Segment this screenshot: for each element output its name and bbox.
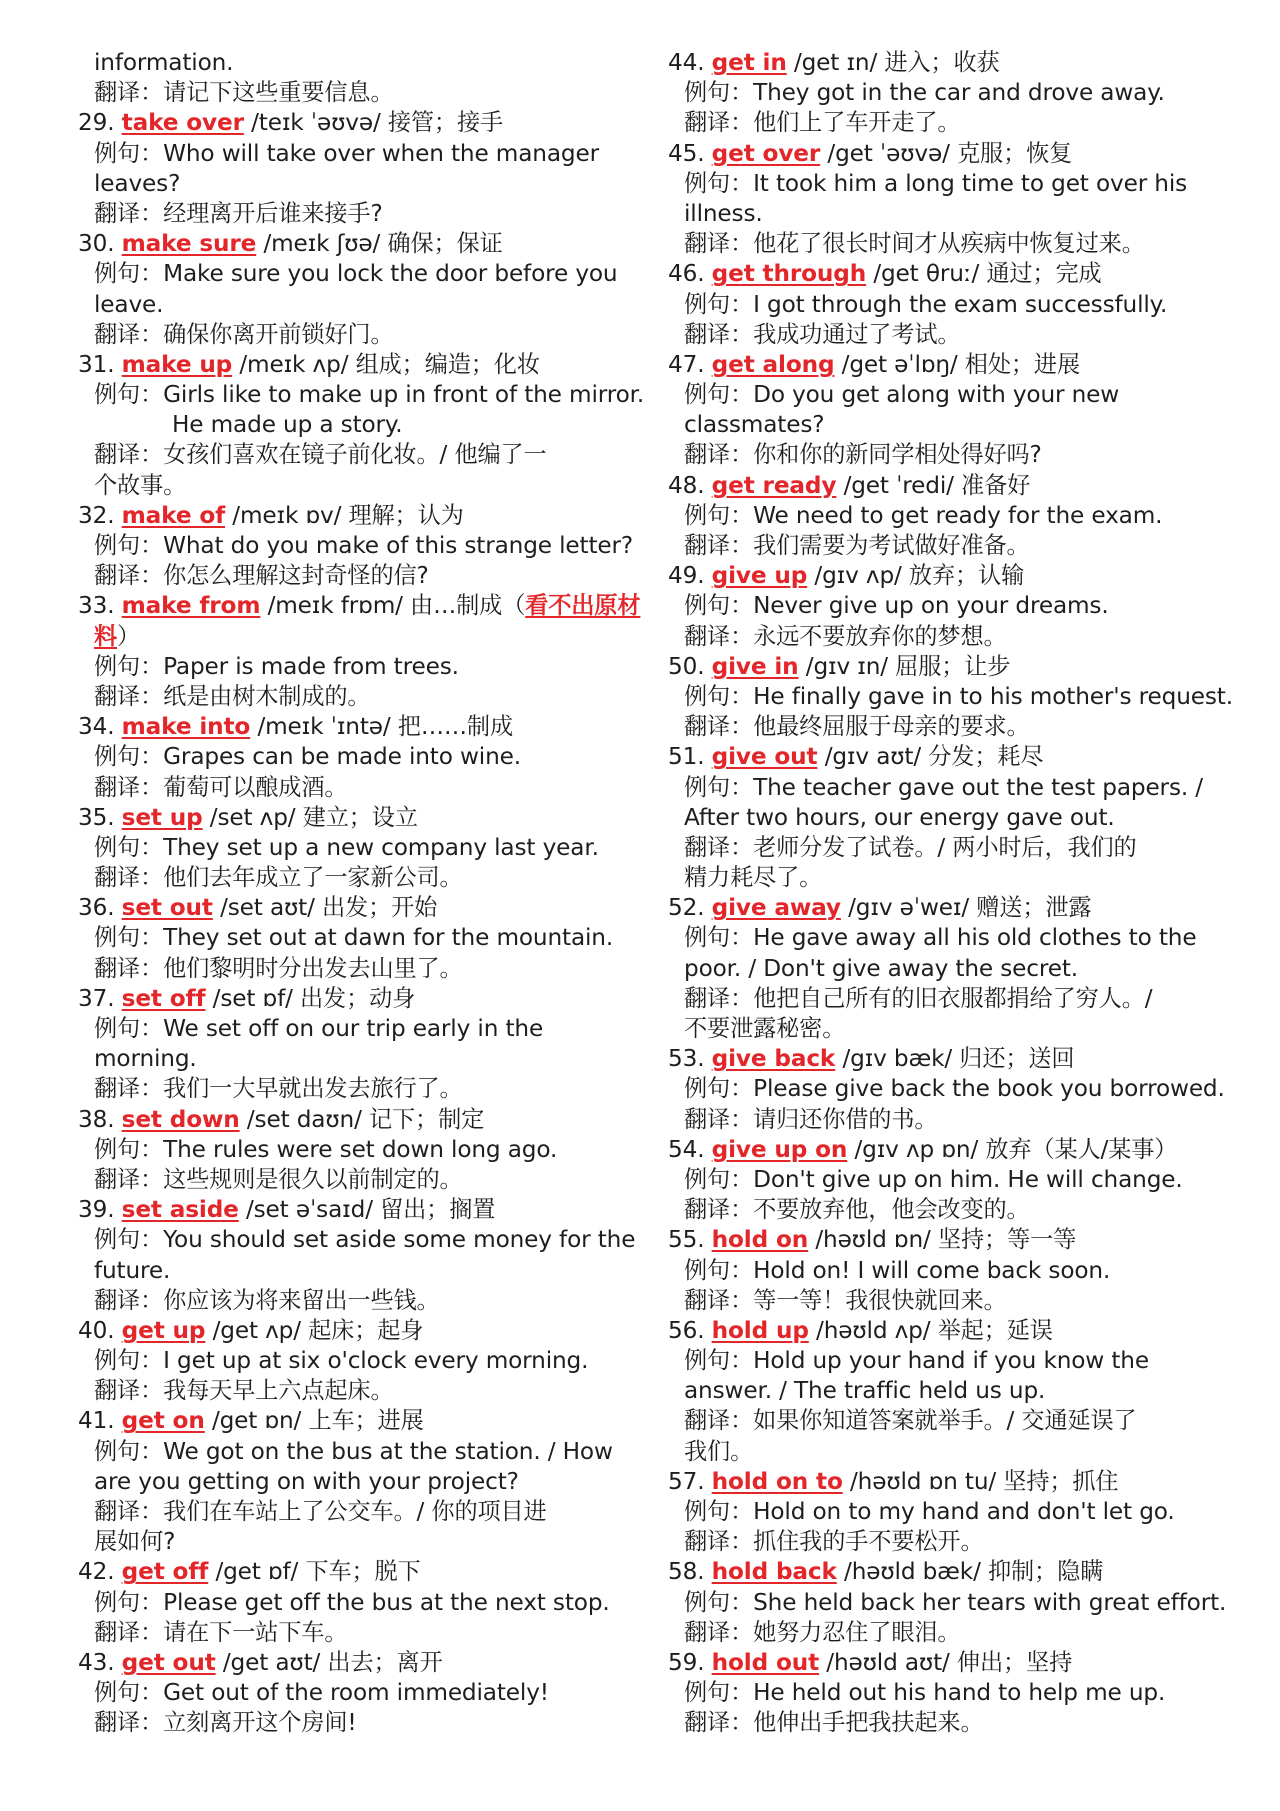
phrase-pronunciation-meaning: /meɪk frɒm/ 由…制成（ — [267, 592, 526, 620]
entry-heading — [78, 893, 638, 923]
phrase-term: set aside — [121, 1196, 239, 1224]
entry-heading — [78, 1648, 638, 1678]
text-continuation: answer. / The traffic held us up. — [684, 1377, 1046, 1405]
translation: 翻译：她努力忍住了眼泪。 — [684, 1618, 961, 1646]
entry-heading — [78, 1316, 638, 1346]
entry-number: 34. — [78, 713, 115, 741]
entry-number: 57. — [668, 1467, 705, 1495]
phrase-term: hold up — [711, 1316, 809, 1344]
phrase-pronunciation-meaning: /həʊld aʊt/ 伸出；坚持 — [826, 1648, 1073, 1676]
entry-heading — [78, 108, 638, 138]
text-continuation: leave. — [94, 290, 164, 318]
example-sentence: 例句：We set off on our trip early in the — [94, 1015, 544, 1042]
phrase-pronunciation-meaning: /meɪk ʃʊə/ 确保；保证 — [263, 230, 503, 258]
example-sentence: 例句：She held back her tears with great effort. — [684, 1588, 1227, 1616]
example-sentence: 例句：What do you make of this strange letter? — [94, 532, 634, 559]
entry-number: 40. — [78, 1316, 115, 1344]
entry-number: 43. — [78, 1648, 115, 1676]
example-sentence: 例句：Please give back the book you borrowed. — [684, 1075, 1225, 1103]
translation: 翻译：请在下一站下车。 — [94, 1618, 348, 1646]
entry-heading — [78, 591, 641, 621]
entry-number: 47. — [668, 350, 705, 378]
entry-number: 44. — [668, 49, 705, 76]
translation: 翻译：纸是由树木制成的。 — [94, 682, 371, 710]
entry-heading — [668, 1316, 1260, 1346]
phrase-term: set out — [121, 894, 213, 922]
translation: 翻译：他们黎明时分出发去山里了。 — [94, 954, 463, 982]
translation: 翻译：不要放弃他，他会改变的。 — [684, 1196, 1030, 1224]
phrase-pronunciation-meaning: /gɪv ʌp ɒn/ 放弃（某人/某事） — [854, 1135, 1178, 1163]
translation: 翻译：女孩们喜欢在镜子前化妆。/ 他编了一 — [94, 441, 547, 469]
entry-number: 32. — [78, 501, 115, 529]
entry-number: 58. — [668, 1558, 705, 1586]
text-continuation: classmates? — [684, 411, 825, 439]
translation: 翻译：他把自己所有的旧衣服都捐给了穷人。/ — [684, 984, 1153, 1012]
text-continuation: After two hours, our energy gave out. — [684, 803, 1115, 831]
translation: 翻译：等一等！我很快就回来。 — [684, 1286, 1007, 1314]
text-continuation: illness. — [684, 199, 763, 227]
example-sentence: 例句：Please get off the bus at the next stop. — [94, 1588, 610, 1616]
translation: 翻译：这些规则是很久以前制定的。 — [94, 1165, 463, 1193]
note-continuation — [78, 622, 638, 652]
translation: 翻译：你应该为将来留出一些钱。 — [94, 1286, 440, 1314]
entry-number: 38. — [78, 1105, 115, 1133]
entry-heading — [668, 259, 1260, 289]
example-sentence: 例句：Don't give up on him. He will change. — [684, 1165, 1183, 1193]
phrase-term: take over — [121, 109, 244, 137]
entry-heading — [78, 712, 638, 742]
example-sentence: 例句：You should set aside some money for the — [94, 1226, 636, 1254]
phrase-term: get up — [121, 1316, 206, 1344]
entry-number: 53. — [668, 1045, 705, 1073]
example-sentence: 例句：I got through the exam successfully. — [684, 290, 1168, 318]
phrase-term: set up — [121, 803, 203, 831]
entry-heading — [78, 1406, 638, 1436]
phrase-pronunciation-meaning: /meɪk ˈɪntə/ 把……制成 — [257, 713, 513, 741]
translation: 翻译：我们需要为考试做好准备。 — [684, 532, 1030, 559]
phrase-pronunciation-meaning: /set əˈsaɪd/ 留出；搁置 — [245, 1196, 496, 1224]
text-continuation: He made up a story. — [172, 411, 403, 439]
entry-number: 48. — [668, 471, 705, 499]
phrase-pronunciation-meaning: /gɪv ʌp/ 放弃；认输 — [814, 562, 1025, 590]
phrase-term: get through — [711, 260, 867, 288]
entry-heading — [668, 742, 1260, 772]
text-continuation: 我们。 — [684, 1437, 754, 1465]
phrase-pronunciation-meaning: /get ɒf/ 下车；脱下 — [215, 1558, 421, 1586]
entry-number: 36. — [78, 894, 115, 922]
example-sentence: 例句：Hold up your hand if you know the — [684, 1347, 1149, 1375]
entry-heading — [668, 561, 1260, 591]
entry-number: 50. — [668, 652, 705, 680]
text-continuation: poor. / Don't give away the secret. — [684, 954, 1079, 982]
example-sentence: 例句：Do you get along with your new — [684, 381, 1120, 409]
translation: 翻译：他们上了车开走了。 — [684, 109, 961, 137]
entry-number: 39. — [78, 1196, 115, 1224]
example-sentence: 例句：Get out of the room immediately! — [94, 1679, 549, 1707]
translation: 翻译：你和你的新同学相处得好吗? — [684, 441, 1042, 469]
entry-heading — [78, 350, 638, 380]
phrase-term: hold back — [711, 1558, 837, 1586]
entry-heading — [668, 1467, 1260, 1497]
phrase-pronunciation-meaning: /gɪv bæk/ 归还；送回 — [842, 1045, 1075, 1073]
example-sentence: 例句：Who will take over when the manager — [94, 139, 599, 167]
phrase-pronunciation-meaning: /get ˈredi/ 准备好 — [843, 471, 1031, 499]
phrase-term: make up — [121, 350, 233, 378]
phrase-term: make into — [121, 713, 251, 741]
entry-number: 35. — [78, 803, 115, 831]
phrase-pronunciation-meaning: /həʊld bæk/ 抑制；隐瞒 — [844, 1558, 1104, 1586]
phrase-pronunciation-meaning: /gɪv ɪn/ 屈服；让步 — [805, 652, 1011, 680]
entry-number: 42. — [78, 1558, 115, 1586]
entry-heading — [78, 984, 638, 1014]
phrase-pronunciation-meaning: /get aʊt/ 出去；离开 — [222, 1648, 443, 1676]
highlight-note: 看不出原材 — [525, 592, 641, 620]
entry-number: 52. — [668, 894, 705, 922]
entry-heading — [668, 1557, 1260, 1587]
example-sentence: 例句：Never give up on your dreams. — [684, 592, 1109, 620]
text-continuation: 展如何? — [94, 1528, 176, 1556]
phrase-pronunciation-meaning: /set daʊn/ 记下；制定 — [246, 1105, 485, 1133]
translation: 翻译：他们去年成立了一家新公司。 — [94, 864, 463, 892]
phrase-pronunciation-meaning: /get ˈəʊvə/ 克服；恢复 — [827, 139, 1073, 167]
example-sentence: 例句：It took him a long time to get over his — [684, 169, 1188, 197]
entry-number: 37. — [78, 984, 115, 1012]
example-sentence: 例句：We need to get ready for the exam. — [684, 501, 1163, 529]
phrase-term: make of — [121, 501, 226, 529]
example-sentence: 例句：The rules were set down long ago. — [94, 1135, 558, 1163]
text-continuation: 个故事。 — [94, 471, 187, 499]
left-column — [78, 48, 645, 1739]
translation: 翻译：请归还你借的书。 — [684, 1105, 938, 1133]
entry-heading — [668, 1044, 1260, 1074]
right-column — [668, 48, 1260, 1739]
phrase-pronunciation-meaning: /get θruː/ 通过；完成 — [873, 260, 1102, 288]
phrase-pronunciation-meaning: /get ʌp/ 起床；起身 — [212, 1316, 424, 1344]
phrase-pronunciation-meaning: /meɪk ʌp/ 组成；编造；化妆 — [239, 350, 540, 378]
phrase-term: get over — [711, 139, 821, 167]
text-continuation: leaves? — [94, 169, 181, 197]
text-continuation: information. — [94, 49, 234, 76]
text-continuation: 精力耗尽了。 — [684, 864, 823, 892]
entry-heading — [668, 350, 1260, 380]
phrase-term: set down — [121, 1105, 240, 1133]
entry-heading — [668, 139, 1260, 169]
entry-heading — [78, 501, 638, 531]
phrase-term: make from — [121, 592, 261, 620]
entry-heading — [668, 1135, 1260, 1165]
phrase-term: get on — [121, 1407, 205, 1435]
translation: 翻译：立刻离开这个房间! — [94, 1709, 357, 1737]
example-sentence: 例句：He held out his hand to help me up. — [684, 1679, 1166, 1707]
entry-heading — [78, 1105, 638, 1135]
entry-number: 45. — [668, 139, 705, 167]
entry-number: 51. — [668, 743, 705, 771]
phrase-term: give away — [711, 894, 841, 922]
example-sentence: 例句：Hold on! I will come back soon. — [684, 1256, 1111, 1284]
phrase-pronunciation-meaning: /get əˈlɒŋ/ 相处；进展 — [841, 350, 1080, 378]
translation: 翻译：永远不要放弃你的梦想。 — [684, 622, 1007, 650]
entry-number: 56. — [668, 1316, 705, 1344]
translation: 翻译：他伸出手把我扶起来。 — [684, 1709, 984, 1737]
entry-heading — [78, 1557, 638, 1587]
phrase-term: hold out — [711, 1648, 820, 1676]
text-continuation: are you getting on with your project? — [94, 1467, 519, 1495]
translation: 翻译：我每天早上六点起床。 — [94, 1377, 394, 1405]
entry-number: 33. — [78, 592, 115, 620]
translation: 翻译：我成功通过了考试。 — [684, 320, 961, 348]
phrase-term: give up — [711, 562, 808, 590]
example-sentence: 例句：He finally gave in to his mother's request. — [684, 682, 1233, 710]
phrase-term: hold on — [711, 1226, 809, 1254]
phrase-term: get in — [711, 49, 787, 76]
entry-number: 55. — [668, 1226, 705, 1254]
translation: 翻译：老师分发了试卷。/ 两小时后，我们的 — [684, 833, 1137, 861]
phrase-term: get along — [711, 350, 835, 378]
entry-heading — [668, 48, 1260, 78]
entry-heading — [668, 1225, 1260, 1255]
entry-number: 46. — [668, 260, 705, 288]
text-continuation: future. — [94, 1256, 171, 1284]
example-sentence: 例句：They set out at dawn for the mountain. — [94, 924, 614, 952]
note-close-paren: ） — [117, 622, 141, 650]
translation: 翻译：葡萄可以酿成酒。 — [94, 773, 348, 801]
example-sentence: 例句：I get up at six o'clock every morning. — [94, 1347, 589, 1375]
translation: 翻译：我们在车站上了公交车。/ 你的项目进 — [94, 1498, 547, 1525]
example-sentence: 例句：Make sure you lock the door before you — [94, 260, 618, 288]
entry-heading — [668, 1648, 1260, 1678]
phrase-term: get off — [121, 1558, 209, 1586]
phrase-term: give back — [711, 1045, 836, 1073]
phrase-pronunciation-meaning: /həʊld ɒn tu/ 坚持；抓住 — [850, 1467, 1119, 1495]
phrase-term: make sure — [121, 230, 257, 258]
entry-number: 49. — [668, 562, 705, 590]
phrase-term: set off — [121, 984, 206, 1012]
phrase-term: give out — [711, 743, 818, 771]
phrase-pronunciation-meaning: /get ɒn/ 上车；进展 — [211, 1407, 424, 1435]
translation: 翻译：确保你离开前锁好门。 — [94, 320, 394, 348]
translation: 翻译：抓住我的手不要松开。 — [684, 1528, 984, 1556]
example-sentence: 例句：Hold on to my hand and don't let go. — [684, 1498, 1175, 1525]
phrase-pronunciation-meaning: /set ʌp/ 建立；设立 — [209, 803, 418, 831]
entry-heading — [78, 1195, 638, 1225]
entry-number: 29. — [78, 109, 115, 137]
phrase-term: hold on to — [711, 1467, 843, 1495]
translation: 翻译：我们一大早就出发去旅行了。 — [94, 1075, 463, 1103]
phrase-term: get ready — [711, 471, 837, 499]
example-sentence: 例句：Paper is made from trees. — [94, 652, 459, 680]
entry-heading — [668, 471, 1260, 501]
phrase-pronunciation-meaning: /həʊld ʌp/ 举起；延误 — [816, 1316, 1053, 1344]
example-sentence: 例句：Grapes can be made into wine. — [94, 743, 521, 771]
translation: 翻译：经理离开后谁来接手? — [94, 199, 383, 227]
entry-number: 30. — [78, 230, 115, 258]
translation: 翻译：如果你知道答案就举手。/ 交通延误了 — [684, 1407, 1137, 1435]
phrase-term: give in — [711, 652, 799, 680]
entry-heading — [78, 803, 638, 833]
entry-heading — [668, 652, 1260, 682]
translation: 翻译：他花了很长时间才从疾病中恢复过来。 — [684, 230, 1145, 258]
entry-heading — [668, 893, 1260, 923]
phrase-pronunciation-meaning: /teɪk ˈəʊvə/ 接管；接手 — [251, 109, 504, 137]
translation: 翻译：你怎么理解这封奇怪的信? — [94, 562, 429, 590]
example-sentence: 例句：Girls like to make up in front of the mirror. — [94, 381, 645, 409]
phrase-pronunciation-meaning: /get ɪn/ 进入；收获 — [793, 49, 1000, 76]
highlight-note: 料 — [94, 622, 118, 650]
phrase-pronunciation-meaning: /həʊld ɒn/ 坚持；等一等 — [815, 1226, 1077, 1254]
translation: 翻译：请记下这些重要信息。 — [94, 79, 394, 107]
example-sentence: 例句：They set up a new company last year. — [94, 833, 599, 861]
phrase-term: get out — [121, 1648, 216, 1676]
phrase-pronunciation-meaning: /gɪv aʊt/ 分发；耗尽 — [824, 743, 1044, 771]
example-sentence: 例句：He gave away all his old clothes to the — [684, 924, 1197, 952]
entry-number: 54. — [668, 1135, 705, 1163]
text-continuation: morning. — [94, 1045, 197, 1073]
phrase-term: give up on — [711, 1135, 848, 1163]
entry-number: 31. — [78, 350, 115, 378]
entry-heading — [78, 229, 638, 259]
example-sentence: 例句：We got on the bus at the station. / How — [94, 1437, 613, 1465]
entry-number: 41. — [78, 1407, 115, 1435]
phrase-pronunciation-meaning: /gɪv əˈweɪ/ 赠送；泄露 — [848, 894, 1092, 922]
entry-number: 59. — [668, 1648, 705, 1676]
phrase-pronunciation-meaning: /set ɒf/ 出发；动身 — [212, 984, 416, 1012]
text-continuation: 不要泄露秘密。 — [684, 1015, 846, 1042]
phrase-pronunciation-meaning: /meɪk ɒv/ 理解；认为 — [232, 501, 464, 529]
phrase-pronunciation-meaning: /set aʊt/ 出发；开始 — [220, 894, 438, 922]
example-sentence: 例句：The teacher gave out the test papers. / — [684, 773, 1203, 801]
translation: 翻译：他最终屈服于母亲的要求。 — [684, 713, 1030, 741]
example-sentence: 例句：They got in the car and drove away. — [684, 79, 1165, 107]
